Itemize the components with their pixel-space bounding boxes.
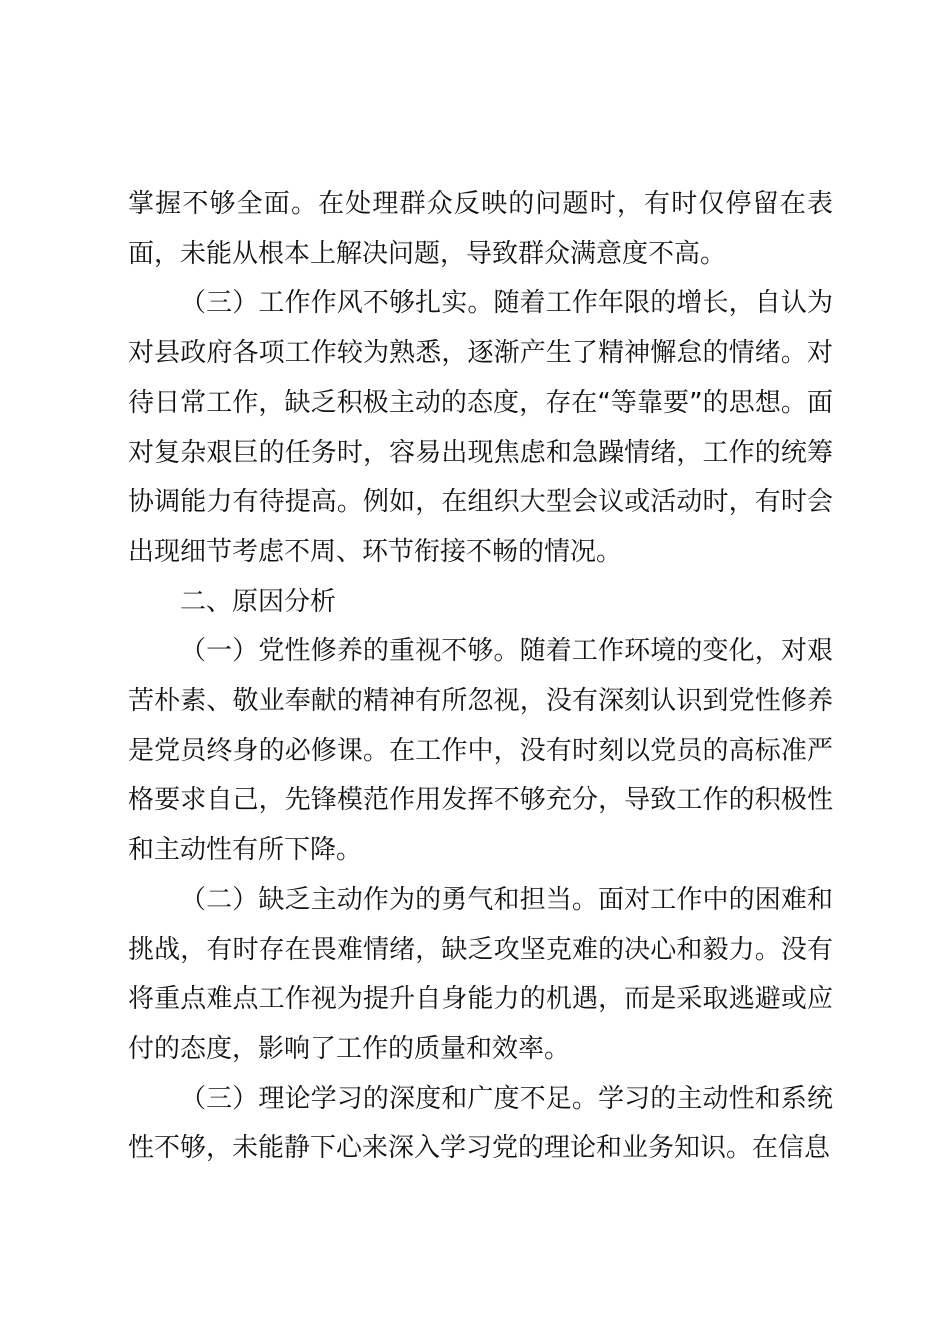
paragraph-party-cultivation: （一）党性修养的重视不够。随着工作环境的变化，对艰苦朴素、敬业奉献的精神有所忽视，没有深刻认识到党性修养是党员终身的必修课。在工作中，没有时刻以党员的高标准严格要求自己，先锋模范作用发挥不够充分，导致工作的积极性和主动性有所下降。: [128, 636, 833, 866]
paragraph-theory-study: （三）理论学习的深度和广度不足。学习的主动性和系统性不够，未能静下心来深入学习党的理论和业务知识。在信息: [128, 1083, 833, 1164]
paragraph-work-style: （三）工作作风不够扎实。随着工作年限的增长，自认为对县政府各项工作较为熟悉，逐渐产生了精神懈怠的情绪。对待日常工作，缺乏积极主动的态度，存在“等靠要”的思想。面对复杂艰巨的任务时，容易出现焦虑和急躁情绪，工作的统筹协调能力有待提高。例如，在组织大型会议或活动时，有时会出现细节考虑不周、环节衔接不畅的情况。: [128, 288, 833, 567]
section-heading-cause-analysis: 二、原因分析: [180, 586, 337, 617]
paragraph-continuation: 掌握不够全面。在处理群众反映的问题时，有时仅停留在表面，未能从根本上解决问题，导致群众满意度不高。: [128, 189, 833, 269]
document-body: [128, 180, 833, 1174]
paragraph-initiative: （二）缺乏主动作为的勇气和担当。面对工作中的困难和挑战，有时存在畏难情绪，缺乏攻坚克难的决心和毅力。没有将重点难点工作视为提升自身能力的机遇，而是采取逃避或应付的态度，影响了工作的质量和效率。: [128, 884, 833, 1064]
